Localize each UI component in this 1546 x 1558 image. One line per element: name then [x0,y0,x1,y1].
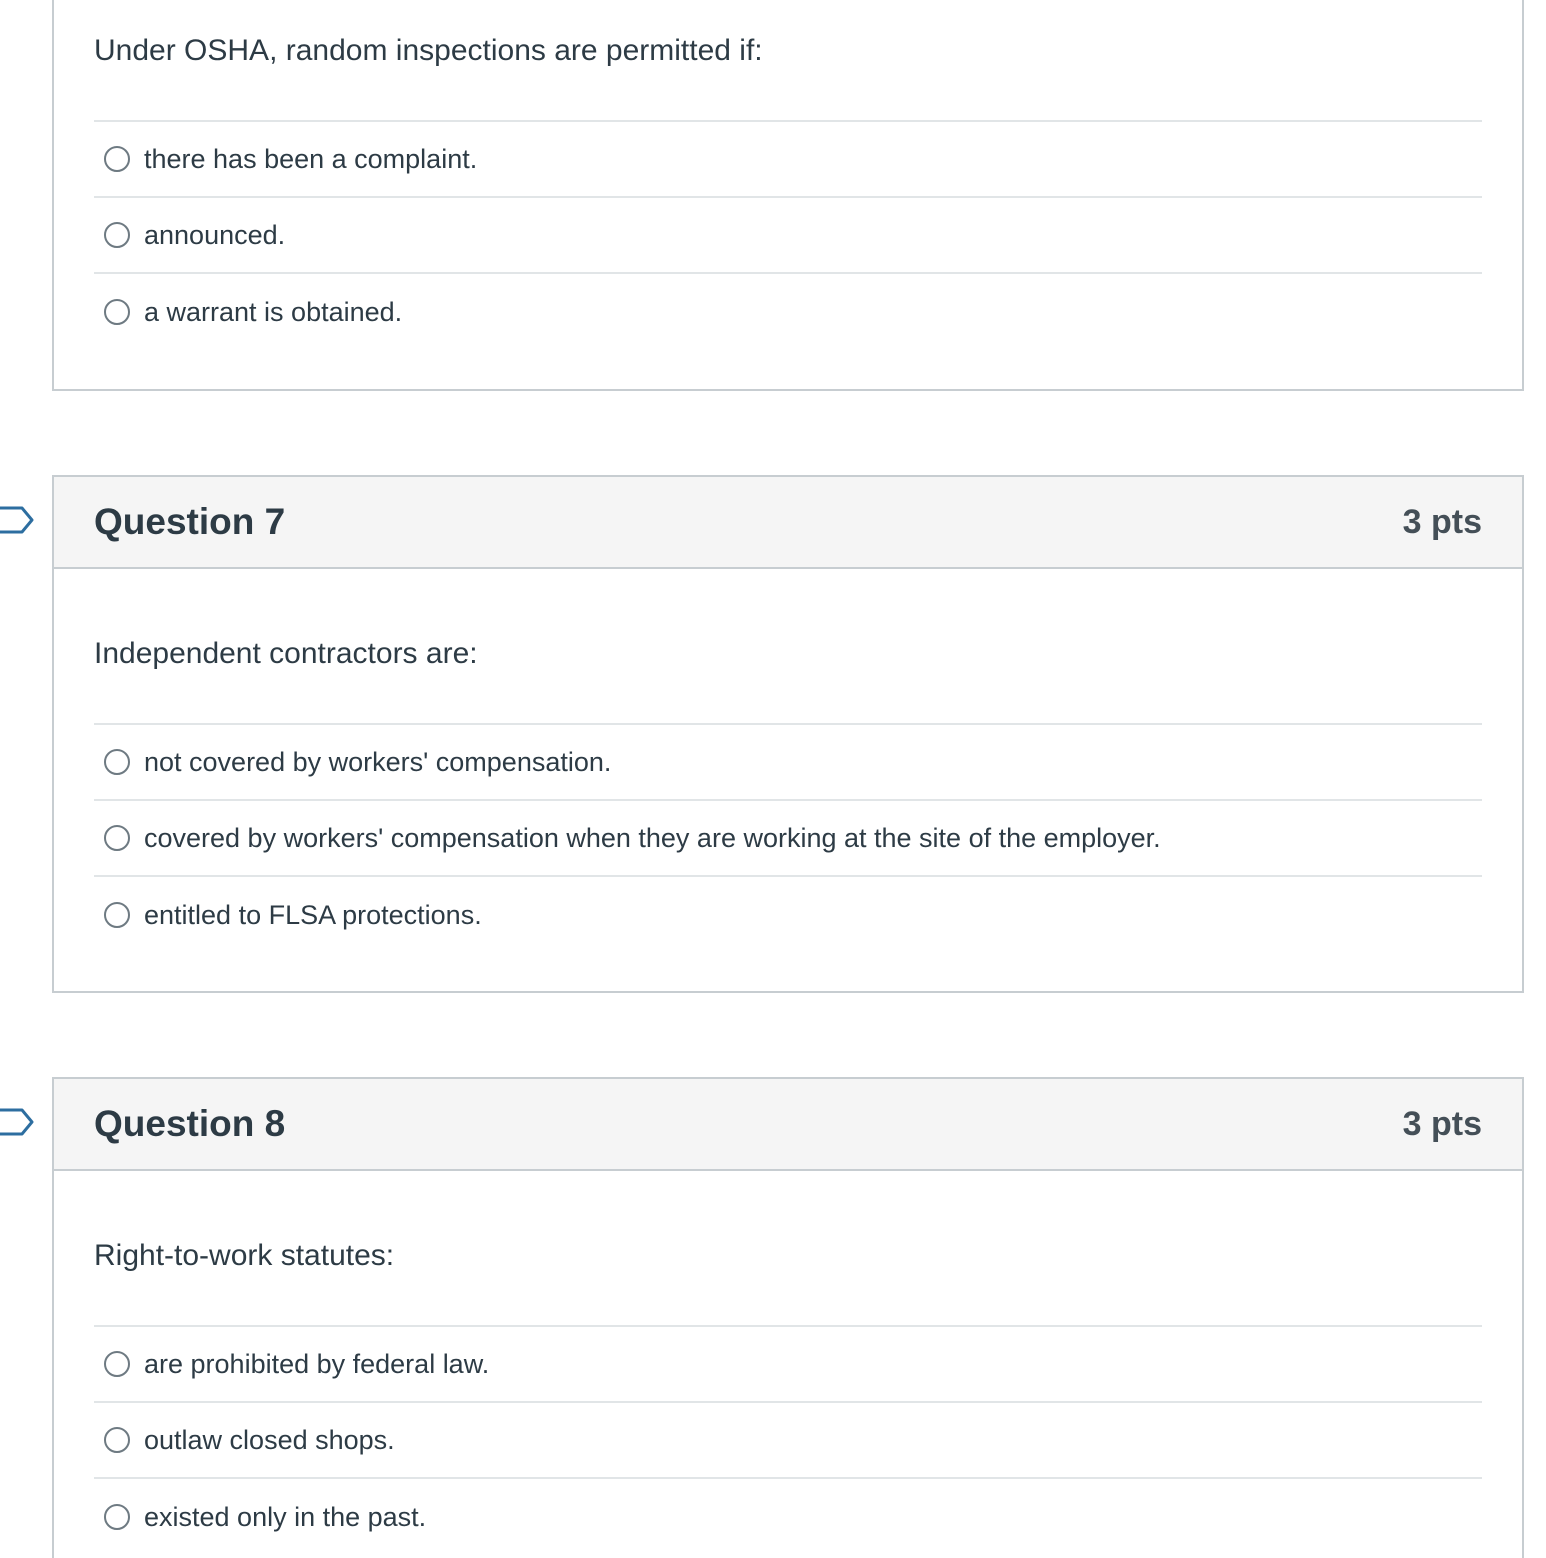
answer-option[interactable] [94,122,1482,198]
radio-button[interactable] [104,749,130,775]
question-points: 3 pts [1402,1104,1482,1143]
answer-list [94,723,1482,953]
question-header [54,1079,1522,1171]
radio-button[interactable] [104,825,130,851]
question-points: 3 pts [1402,502,1482,541]
answer-option[interactable] [94,725,1482,801]
answer-label[interactable]: announced. [144,219,286,250]
question-body [54,0,1522,350]
answer-label[interactable]: there has been a complaint. [144,143,478,174]
answer-label[interactable]: covered by workers' compensation when they are working at the site of the employer. [144,822,1161,853]
radio-button[interactable] [104,902,130,928]
radio-button[interactable] [104,146,130,172]
answer-option[interactable] [94,801,1482,877]
answer-option[interactable] [94,1403,1482,1479]
answer-list [94,120,1482,350]
question-text: Under OSHA, random inspections are permitted if: [94,34,763,67]
answer-label[interactable]: are prohibited by federal law. [144,1348,490,1379]
answer-label[interactable]: a warrant is obtained. [144,296,403,327]
radio-button[interactable] [104,1351,130,1377]
flag-question-icon[interactable] [0,504,36,536]
question-header [54,477,1522,569]
question-card-7 [52,475,1524,993]
answer-label[interactable]: entitled to FLSA protections. [144,899,482,930]
answer-label[interactable]: existed only in the past. [144,1501,427,1532]
question-text: Independent contractors are: [94,637,478,670]
flag-question-icon[interactable] [0,1106,36,1138]
radio-button[interactable] [104,1427,130,1453]
answer-label[interactable]: not covered by workers' compensation. [144,746,612,777]
answer-option[interactable] [94,1327,1482,1403]
answer-option[interactable] [94,877,1482,953]
question-body [54,569,1522,953]
radio-button[interactable] [104,222,130,248]
question-title: Question 8 [94,1103,286,1144]
question-text: Right-to-work statutes: [94,1239,395,1272]
answer-option[interactable] [94,274,1482,350]
answer-label[interactable]: outlaw closed shops. [144,1424,395,1455]
radio-button[interactable] [104,299,130,325]
radio-button[interactable] [104,1504,130,1530]
question-title: Question 7 [94,501,286,542]
question-card-8 [52,1077,1524,1558]
question-body [54,1171,1522,1555]
answer-option[interactable] [94,198,1482,274]
answer-option[interactable] [94,1479,1482,1555]
question-card-6 [52,0,1524,391]
answer-list [94,1325,1482,1555]
